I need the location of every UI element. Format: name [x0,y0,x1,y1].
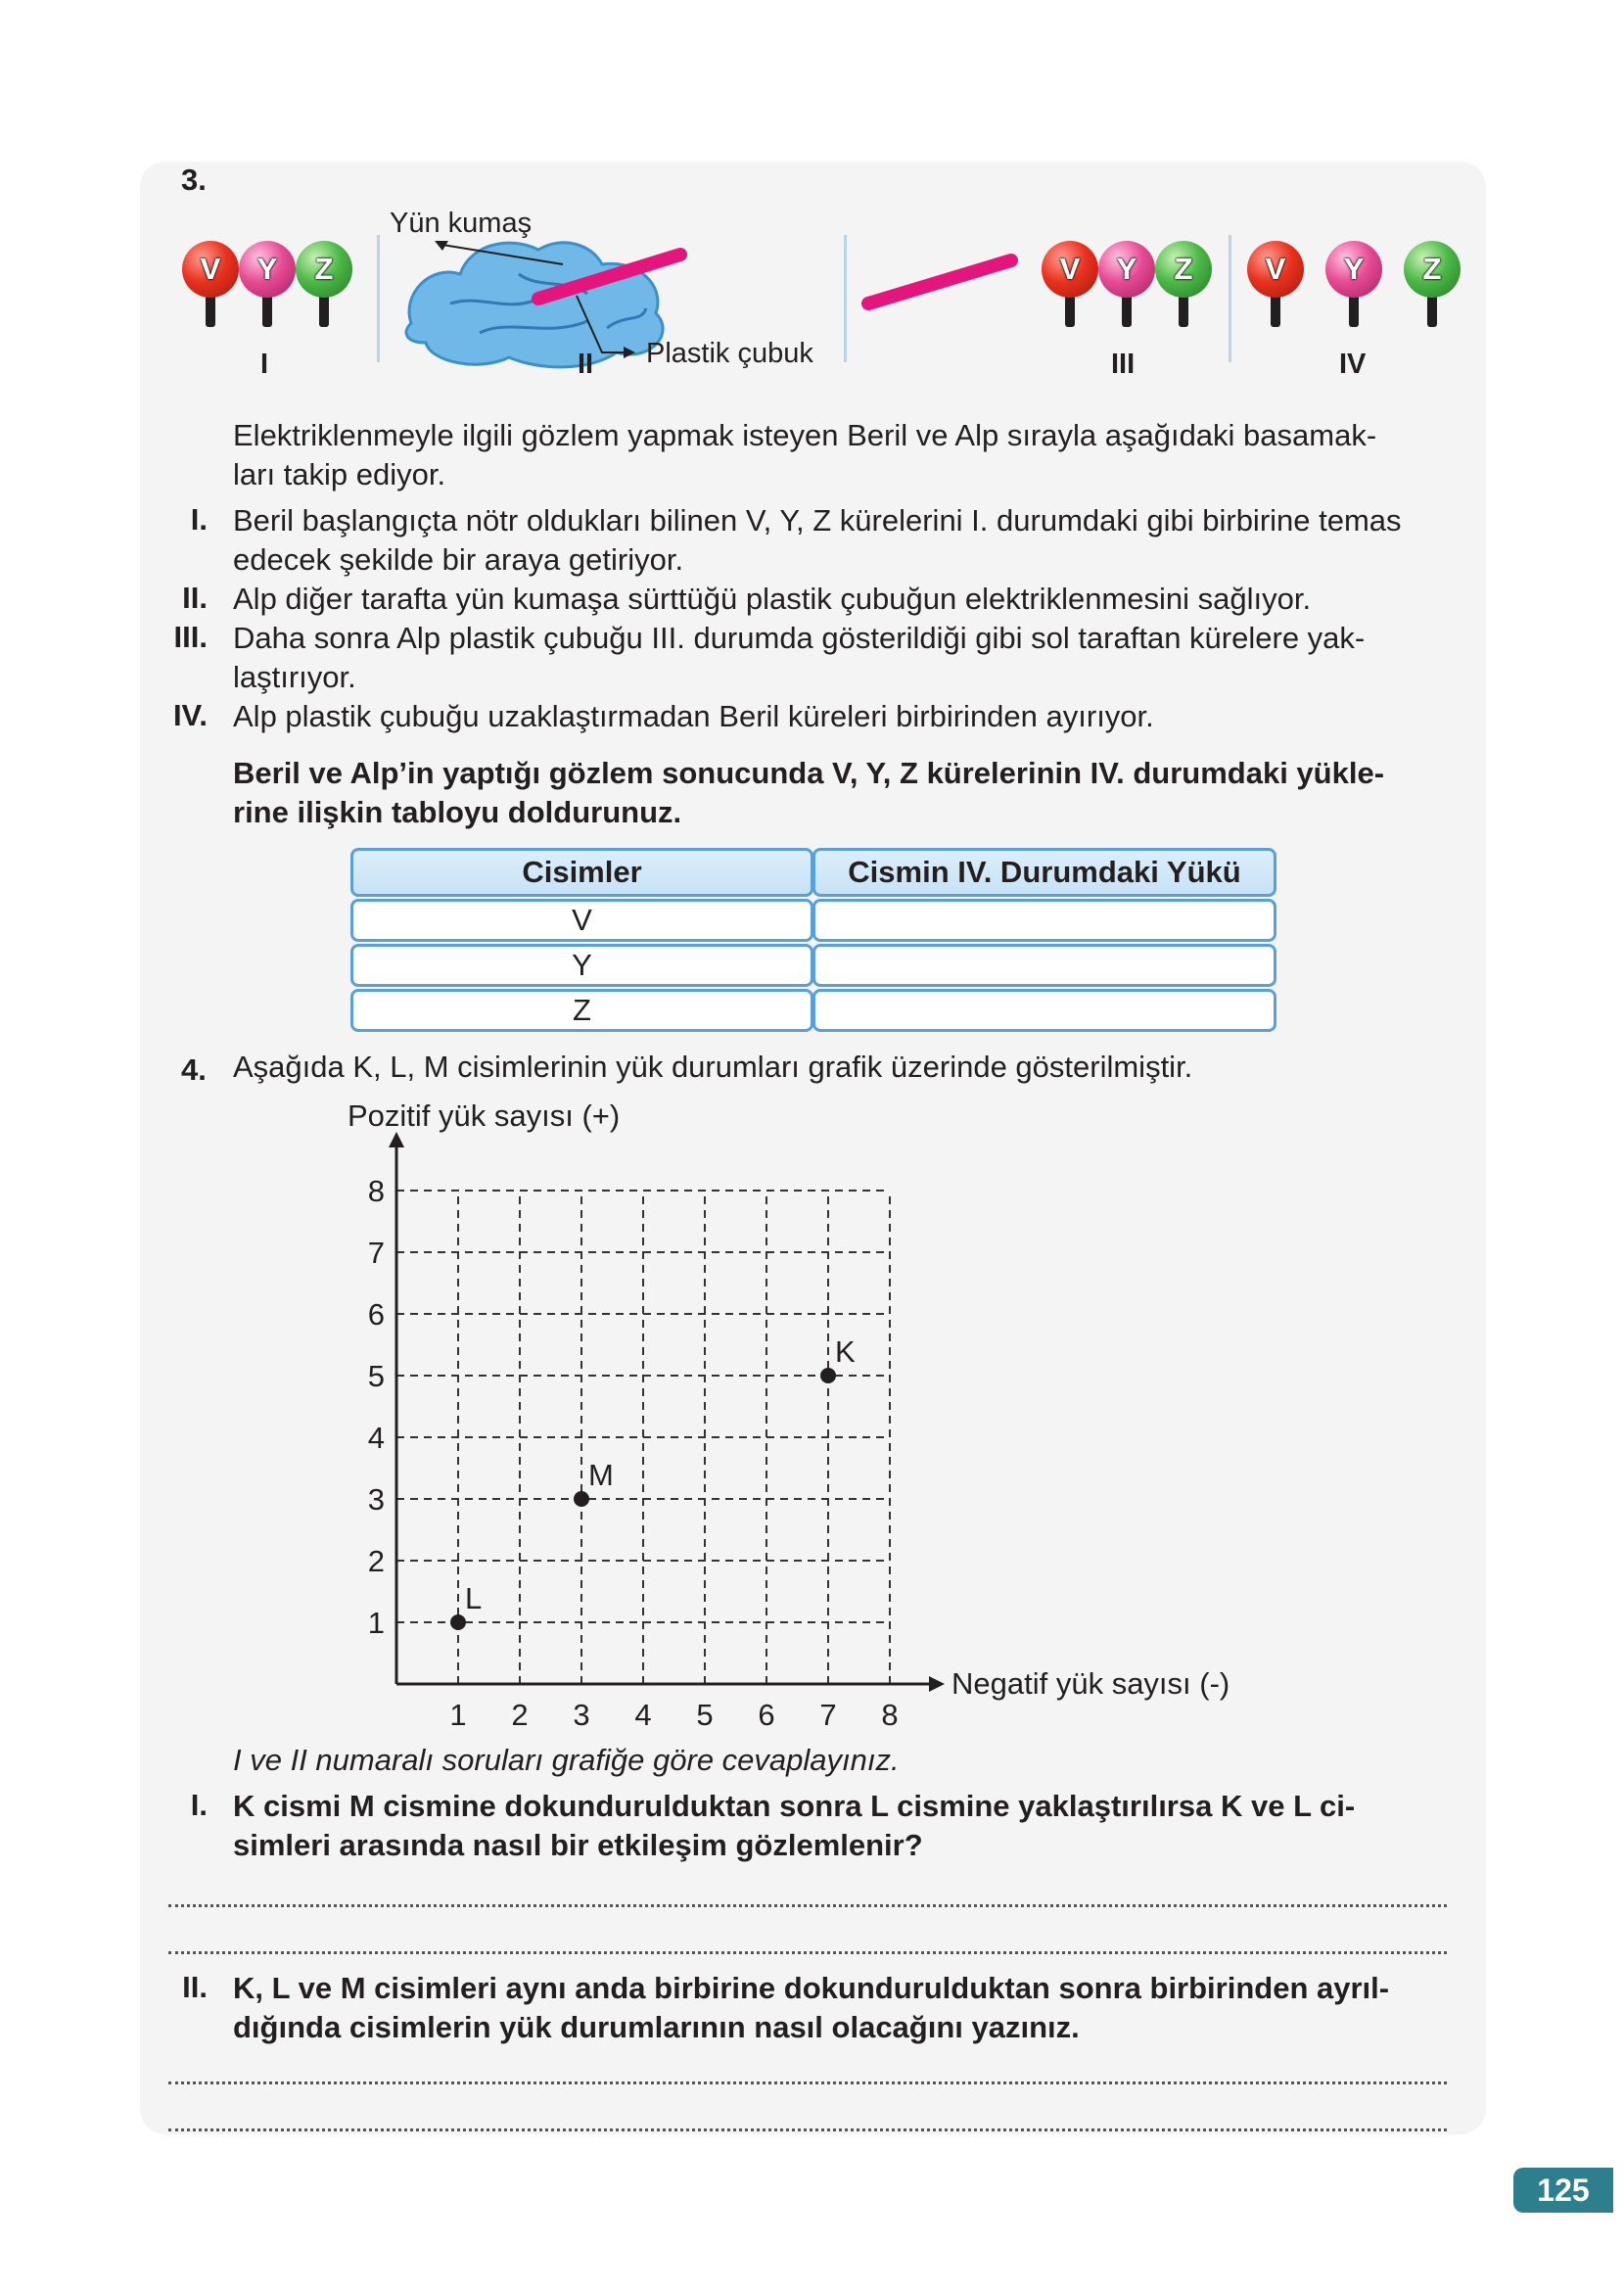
sphere-stand [319,294,329,327]
sphere-stand [1179,294,1188,327]
sphere-y: Y [239,241,296,298]
sphere-stand [1065,294,1075,327]
table-header-charge: Cismin IV. Durumdaki Yükü [812,848,1276,897]
data-point-l [450,1614,466,1630]
y-tick-label: 3 [367,1482,385,1517]
q3-intro-line1: Elektriklenmeyle ilgili gözlem yapmak isteyen Beril ve Alp sırayla aşağıdaki basamak- [233,418,1377,452]
data-point-label: L [465,1581,483,1615]
table-answer-cell-y[interactable] [812,944,1276,987]
y-tick-label: 5 [367,1359,385,1393]
q3-question [233,754,1471,832]
stage-label-iv: IV [1339,349,1367,380]
step-ii-text: Alp diğer tarafta yün kumaşa sürttüğü plastik çubuğun elektriklenmesini sağlıyor. [233,582,1312,616]
y-tick-label: 7 [367,1236,385,1270]
q4-roman-ii: II. [182,1970,208,2004]
question-line: dığında cisimlerin yük durumlarının nasıl olacağını yazınız. [233,2010,1080,2044]
table-header-objects: Cisimler [350,848,813,897]
q3-question-line1: Beril ve Alp’in yaptığı gözlem sonucunda V, Y, Z kürelerinin IV. durumdaki yükle- [233,756,1385,790]
x-tick-label: 8 [881,1698,899,1732]
q4-roman-i: I. [190,1788,208,1822]
x-tick-label: 1 [449,1698,467,1732]
sphere-stand [262,294,272,327]
step-iv-text: Alp plastik çubuğu uzaklaştırmadan Beril küreleri birbirinden ayırıyor. [233,699,1154,733]
x-tick-label: 3 [573,1698,590,1732]
q4-intro: Aşağıda K, L, M cisimlerinin yük durumları grafik üzerinde gösterilmiştir. [233,1050,1193,1084]
sphere-stand [1122,294,1132,327]
step-iii-text [233,619,1471,697]
x-tick-label: 2 [511,1698,529,1732]
data-point-m [574,1491,589,1507]
step-roman-iv: IV. [172,698,208,732]
y-tick-label: 8 [367,1174,385,1208]
data-point-label: K [835,1334,856,1369]
sphere-z: Z [296,241,352,298]
x-tick-label: 4 [634,1698,652,1732]
sphere-stand [1427,294,1437,327]
sphere-stand [1271,294,1280,327]
q3-intro [233,416,1466,494]
y-tick-label: 6 [367,1297,385,1332]
table-row-object: Y [350,944,813,987]
x-tick-label: 5 [696,1698,714,1732]
step-line: laştırıyor. [233,660,356,694]
step-roman-ii: II. [182,581,208,615]
answer-line[interactable] [168,2081,1447,2084]
table-answer-cell-v[interactable] [812,899,1276,942]
question-line: K cismi M cismine dokundurulduktan sonra L cismine yaklaştırılırsa K ve L ci- [233,1789,1356,1823]
q4-question-i [233,1787,1471,1865]
stage-label-i: I [260,349,269,380]
sphere-stand [206,294,215,327]
sphere-y: Y [1325,241,1382,298]
figure-divider [1229,235,1231,362]
y-tick-label: 2 [367,1544,385,1578]
sphere-y: Y [1098,241,1155,298]
sphere-z: Z [1155,241,1212,298]
answer-line[interactable] [168,1951,1447,1954]
question-4-number: 4. [181,1052,207,1087]
data-point-k [820,1368,836,1383]
data-point-label: M [588,1458,614,1492]
figure-divider [377,235,380,362]
charge-scatter-chart [333,1087,1273,1743]
x-tick-label: 7 [819,1698,837,1732]
answer-line[interactable] [168,2128,1447,2131]
step-line: Beril başlangıçta nötr oldukları bilinen V, Y, Z kürelerini I. durumdaki gibi birbirine temas [233,503,1402,538]
q3-question-line2: rine ilişkin tabloyu doldurunuz. [233,795,682,829]
page-number: 125 [1513,2168,1613,2213]
table-answer-cell-z[interactable] [812,989,1276,1032]
y-tick-label: 1 [367,1606,385,1640]
y-axis-arrow [389,1132,404,1147]
stage-label-iii: III [1111,349,1136,380]
q4-question-ii [233,1969,1471,2047]
step-line: edecek şekilde bir araya getiriyor. [233,542,684,577]
wool-pointer-arrow [431,237,568,266]
table-row-object: V [350,899,813,942]
sphere-v: V [182,241,239,298]
x-tick-label: 6 [758,1698,775,1732]
sphere-v: V [1042,241,1098,298]
step-roman-iii: III. [173,620,208,654]
step-i-text [233,501,1471,580]
q3-intro-line2: ları takip ediyor. [233,457,446,491]
x-axis-arrow [929,1676,945,1692]
step-roman-i: I. [190,502,208,537]
table-row-object: Z [350,989,813,1032]
y-axis-label: Pozitif yük sayısı (+) [348,1099,621,1133]
sphere-stand [1349,294,1359,327]
step-line: Daha sonra Alp plastik çubuğu III. durumda gösterildiği gibi sol taraftan kürelere yak- [233,621,1366,655]
plastic-rod [857,245,1023,313]
sphere-z: Z [1404,241,1461,298]
question-3-number: 3. [181,163,207,197]
question-line: K, L ve M cisimleri aynı anda birbirine dokundurulduktan sonra birbirinden ayrıl- [233,1971,1390,2005]
sphere-v: V [1247,241,1304,298]
figure-divider [844,235,847,362]
question-line: simleri arasında nasıl bir etkileşim gözlemlenir? [233,1828,923,1862]
stage-label-ii: II [578,349,594,380]
y-tick-label: 4 [367,1421,385,1455]
rod-label: Plastik çubuk [646,338,813,369]
answer-line[interactable] [168,1904,1447,1907]
q4-note: I ve II numaralı soruları grafiğe göre cevaplayınız. [233,1743,900,1777]
x-axis-label: Negatif yük sayısı (-) [951,1666,1230,1701]
wool-label: Yün kumaş [390,208,533,239]
